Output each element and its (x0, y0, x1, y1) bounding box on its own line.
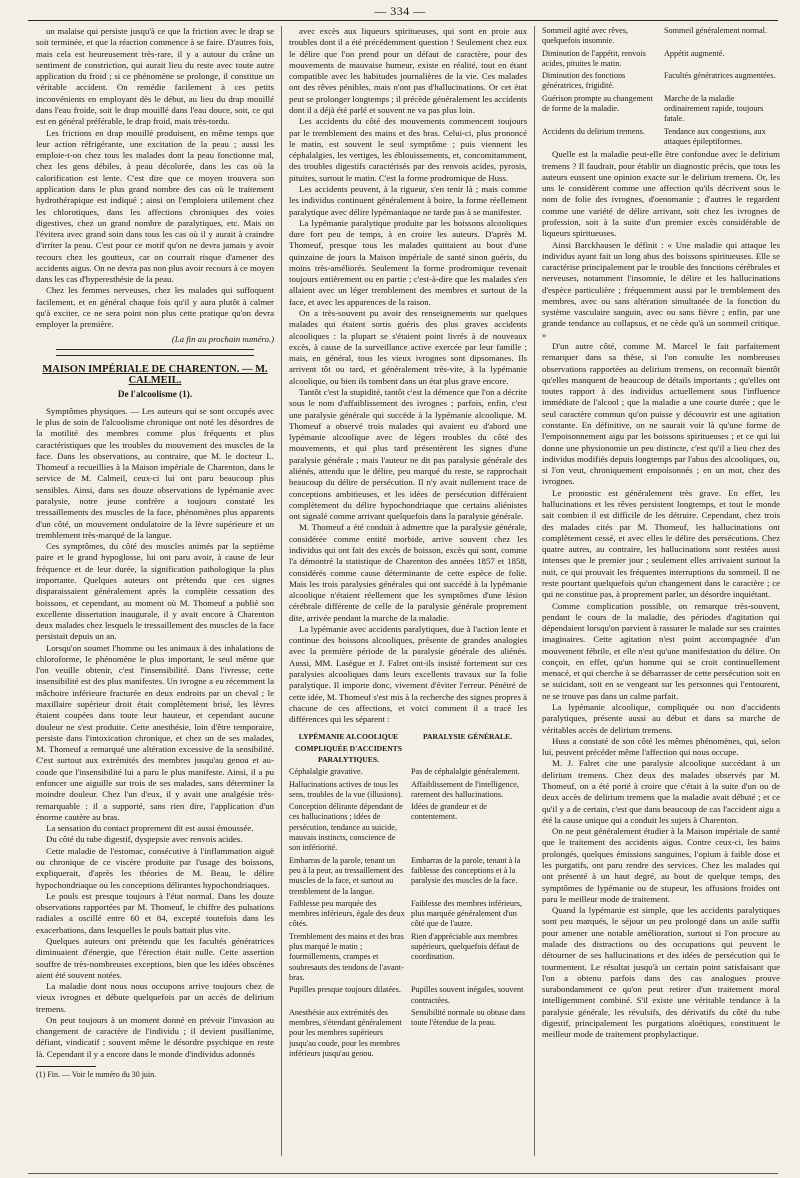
paragraph: On ne peut généralement étudier à la Maison impériale de santé que le traitement des accidents aigus. Contre ceux-ci, les bains prolongés, quelques émissions sanguines, l'opium à faible dose et les purgatifs, ont paru rendre des services. Chez les malades qui ont présenté à un haut degré, au bout de quelque temps, des symptômes de lypémanie ou de stupeur, les affusions froides ont paru le meilleur mode de traitement. (542, 826, 780, 904)
table-cell-right: Sensibilité normale ou obtuse dans toute l'étendue de la peau. (411, 1007, 526, 1028)
table-row (289, 899, 527, 930)
paragraph: Le pronostic est généralement très grave. En effet, les hallucinations et les rêves persistent longtemps, et tout le monde sait combien il est difficile de les détruire. Cependant, chez trois des malades cités par M. Thomeuf, les hallucinations ont complètement cessé, et avec elles le délire des persécutions. Chez quatre autres, au contraire, les hallucinations sont restées aussi intenses que le premier jour ; seulement elles arrivaient surtout la nuit, ce qui prouvait les fréquentes interruptions du sommeil. Il ne reste pourtant quelquefois qu'un changement dans le caractère ; ce qui ne constitue pas, à proprement parler, un désordre inquiétant. (542, 487, 780, 600)
paragraph: Comme complication possible, on remarque très-souvent, pendant le cours de la maladie, des périodes d'agitation qui dépendaient lorsqu'on parvient à rassurer le malade sur ses craintes imaginaires. Cette agitation n'est point accompagnée d'un mouvement fébrile, et elle n'est qu'une manifestation du délire. On conçoit, en effet, qu'un homme qui se croit continuellement menacé, et qui cherche à se débarrasser de cette persécution soit en se suicidant, soit en se vengeant sur les personnes qui l'entourent, ne se trouve pas dans un calme parfait. (542, 600, 780, 701)
table-row (289, 802, 527, 853)
paragraph: Lorsqu'on soumet l'homme ou les animaux à des inhalations de chloroforme, le phénomène le plus important, le seul même que l'on veuille obtenir, c'est l'insensibilité. Dans l'ivresse, cette insensibilité est des plus manifestes. Un ivrogne a eu récemment la mâchoire inférieure fracturée en deux endroits par un cheval ; le maxillaire supérieur droit était complètement brisé, les lèvres étaient coupées dans toute leur hauteur, et cependant aucune douleur ne s'est produite. Cette anesthésie, loin d'être temporaire, persiste dans l'intoxication chronique, et chez un de ses malades, M. Thomeuf a remarqué une altération excessive de la sensibilité. C'est surtout aux extrémités des membres jusqu'au genou et au-coude que l'insensibilité lui a paru le plus manifeste. Ainsi, il a pu enfoncer une aiguille sur trois de ses malades, sans déterminer la moindre douleur. Chez l'un d'eux, il y avait une analgésie très-remarquable : il a supporté, sans rien dire, l'application d'un énorme cautère au bras. (36, 642, 274, 822)
table-cell-left: Guérison prompte au changement de forme de la maladie. (542, 93, 653, 114)
paragraph: La lypémanie avec accidents paralytiques, due à l'action lente et continue des boissons alcooliques, présente de grandes analogies avec la première période de la paralysie générale des aliénés. Aussi, MM. Lasègue et J. Falret ont-ils insisté fortement sur ces paralysies alcooliques dans leurs excellents travaux sur la folie paralytique. Il importe donc, vivement d'éviter l'erreur. Pénétré de cette idée, M. Thomeuf s'est mis à la recherche des signes propres à chacune de ces affections, et voici comment il a tracé les différences qui les séparent : (289, 623, 527, 725)
table-cell-left: Sommeil agité avec rêves, quelquefois insomnie. (542, 26, 628, 46)
table-cell-left: Embarras de la parole, tenant un peu à la peur, au tressaillement des muscles de la face, et surtout au tremblement de la langue. (289, 855, 404, 896)
paragraph: Les accidents peuvent, à la rigueur, s'en tenir là ; mais comme les individus continuent généralement à boire, la forme réellement paralytique avec délire lypémaniaque ne tarde pas à se manifester. (289, 183, 527, 217)
paragraph: Symptômes physiques. — Les auteurs qui se sont occupés avec le plus de soin de l'alcoolisme chronique ont noté les désordres de la motilité des membres comme plus fréquents et plus caractéristiques que les troubles du mouvement des muscles de la face. Dans les observations, au contraire, que M. le docteur L. Thomeuf a recueillies à la Maison impériale de Charenton, dans le service de M. Calmeil, ceux-ci lui ont paru beaucoup plus sensibles. Ainsi, dans ses douze observations de lypémanie avec paralysie, notre jeune confrère a toujours constaté les tressaillements des muscles de la face, phénomènes plus apparents d'un côté, un mouvement ondulatoire de la lèvre supérieure et un tremblement très-marqué de la langue. (36, 405, 274, 540)
col3-text (542, 149, 780, 1040)
paragraph: La lypémanie paralytique produite par les boissons alcooliques dure fort peu de temps, à en croire les auteurs. D'après M. Thomeuf, presque tous les malades quittaient au bout d'une quinzaine de jours la Maison impériale de santé sinon guéris, du moins très-améliorés. Seulement la forme prodromique revenait toujours entièrement ou en partie ; c'est-à-dire que les malades s'en allaient avec un léger tremblement des membres et surtout de la face, et avec les apparences de la raison. (289, 217, 527, 307)
table-cell-right: Marche de la maladie ordinairement rapide, toujours fatale. (664, 93, 764, 124)
paragraph: La lypémanie alcoolique, compliquée ou non d'accidents paralytiques, présente aussi au début et dans sa marche de véritables accès de delirium tremens. (542, 702, 780, 735)
comparison-table-continued (542, 26, 780, 147)
paragraph: Quelques auteurs ont prétendu que les facultés génératrices diminuaient d'énergie, que l'érection était nulle. Cette assertion souffre de très-nombreuses exceptions, bien que les idées obscènes aient été souvent notées. (36, 935, 274, 980)
column-rule (534, 26, 535, 1156)
table-cell-right: Embarras de la parole, tenant à la faiblesse des conceptions et à la paralysie des muscles de la face. (411, 855, 521, 886)
table-cell-left: Anesthésie aux extrémités des membres, s'étendant généralement pour les membres supérieurs jusqu'au coude, pour les membres inférieurs jusqu'au genou. (289, 1007, 402, 1058)
header-rule (28, 20, 778, 21)
paragraph: On a très-souvent pu avoir des renseignements sur quelques malades qui étaient sortis guéris des plus graves accidents alcooliques : la plupart se s'étaient point livrés à de nouveaux excès, à cause de la surveillance active exercée par leur famille ; mais, en général, tous les vieux ivrognes sont dipsomanes. Ils arrivent tôt ou tard, et généralement très-vite, à la lypémanie alcoolique, ou bien ils tombent dans un état plus grave encore. (289, 308, 527, 386)
paragraph: Cette maladie de l'estomac, consécutive à l'inflammation aiguë ou chronique de ce viscère produite par l'usage des boissons, expliquerait, d'après les théories de M. Beau, le délire hypochondriaque ou les conceptions délirantes hypochondriaques. (36, 845, 274, 890)
table-row (289, 1008, 527, 1059)
comparison-table-header (289, 731, 527, 765)
paragraph: Chez les femmes nerveuses, chez les malades qui suffoquent facilement, et en général chaque fois qu'il y aura plutôt à calmer qu'à exciter, ce ne sera point non plus cette pratique qu'on devra employer la première. (36, 285, 274, 330)
paragraph: Du côté du tube digestif, dyspepsie avec renvois acides. (46, 834, 243, 845)
paragraph: D'un autre côté, comme M. Marcel le fait parfaitement remarquer dans sa thèse, si l'on consulte les nombreuses observations rapportées au delirium tremens, on reconnaît bientôt qu'elles manquent de beaucoup de détails importants ; qu'elles ont toutes rapport à des individus actuellement sous l'influence immédiate de l'alcool ; que la maladie a une courte durée ; que le seul caractère commun qu'on puisse y découvrir est une agitation constante. En définitive, on ne saurait voir là qu'une forme de l'empoisonnement aigu par les boissons spiritueuses ; et ce qui lui donne une physionomie un peu distincte, c'est qu'il a lieu chez des individus modifiés depuis longtemps par l'abus des alcooliques, ou, si l'on veut, chroniquement empoisonnés ; en un mot, chez des ivrognes. (542, 341, 780, 487)
footnote-rule (36, 1066, 96, 1067)
article-continuation-note: (La fin au prochain numéro.) (171, 333, 274, 344)
table-cell-left: Hallucinations actives de tous les sens, troubles de la vue (illusions). (289, 779, 403, 799)
column-right (542, 26, 780, 1166)
table-cell-right: Pupilles souvent inégales, souvent contractées. (411, 985, 524, 1005)
table-row (289, 856, 527, 897)
paragraph: avec excès aux liqueurs spiritueuses, qui sont en proie aux troubles dont il a été précédemment question ! Seulement chez eux le délire que l'on prend pour un défaut de caractère, pour des mouvements de mauvaise humeur, existe en réalité, tout en étant compatible avec les habitudes journalières de la vie. Ces malades ont des rêves pénibles, mais n'ont pas d'hallucinations. Or cet état peut se prolonger longtemps ; il précède généralement les accidents dont il a déjà été parlé et souvent ne va pas plus loin. (289, 26, 527, 115)
table-row (542, 94, 780, 125)
column-middle (289, 26, 527, 1166)
table-cell-left: Conception délirante dépendant de ces hallucinations ; idées de persécution, tendance au suicide, mauvais instincts, conscience de son infériorité. (289, 802, 403, 853)
paragraph: Ainsi Barckhausen le définit : « Une maladie qui attaque les individus ayant fait un long abus des boissons spiritueuses. Elle se caractérise principalement par le trouble des fonctions cérébrales et nerveuses, notamment l'insomnie, le délire et les hallucinations d'espèce particulière ; fréquemment aussi par le tremblement des membres, avec ou sans altération simultanée de la fonction du système vasculaire sanguin, avec ou sans fièvre ; enfin, par une grande tendance au collapsus, et ne cède qu'à un sommeil critique. » (542, 239, 780, 340)
table-cell-right: Pas de céphalalgie généralement. (411, 767, 520, 777)
table-row (289, 985, 527, 1006)
paragraph: Quelle est la maladie peut-elle être confondue avec le delirium tremens ? Il faudrait, pour établir un diagnostic précis, que tous les auteurs eussent une opinion exacte sur le delirium tremens. Or, les uns le considèrent comme une affection qu'ils décrivent sous le nom de folie des ivrognes, d'oenomanie ; d'autres le regardent comme une variété de délire arrivant, soit chez les ivrognes de profession, soit à la suite d'un premier excès considérable de liqueurs spiritueuses. (542, 149, 780, 239)
table-row (542, 26, 780, 47)
table-cell-right: Faiblesse des membres inférieurs, plus marquée généralement d'un côté que de l'autre. (411, 898, 522, 929)
column-left (36, 26, 274, 1166)
ornamental-divider (56, 349, 254, 356)
table-row (289, 780, 527, 801)
paragraph: La sensation du contact proprement dit est aussi émoussée. (46, 823, 254, 834)
paragraph: Ces symptômes, du côté des muscles animés par la septième paire et le grand hypoglosse, lui ont paru avoir, à cause de leur fréquence et de leur durée, la signification pathologique la plus importante. Quelques auteurs ont prétendu que ces signes disparaissaient généralement après la complète cessation des boissons, et cependant, au moment où M. Thomeuf a publié son excellente dissertation inaugurale, il y avait encore à Charenton deux malades chez lesquels le tressaillement des muscles de la face persistait depuis un an. (36, 541, 274, 642)
col1-text-2 (36, 406, 274, 1060)
footer-rule (28, 1173, 778, 1174)
paragraph: M. Thomeuf a été conduit à admettre que la paralysie générale, considérée comme entité morbide, arrive souvent chez les individus qui ont fait des excès de boisson, excès qui sont, comme l'a démontré la statistique de Charenton des années 1857 et 1858, considérés comme cause déterminante de cette espèce de folie. Mais les trois paralysies générales qui ont succédé à la lypémanie alcoolique n'étaient réellement que les symptômes d'une lésion cérébrale différente de celle de la paralysie générale proprement dite, arrivée pendant la marche de la maladie. (289, 522, 527, 623)
col1-text (36, 26, 274, 331)
table-row (289, 932, 527, 983)
table-cell-right: Tendance aux congestions, aux attaques épileptiformes. (664, 126, 766, 146)
article-subtitle: De l'alcoolisme (1). (117, 389, 193, 400)
footnote: (1) Fin. — Voir le numéro du 30 juin. (36, 1070, 157, 1080)
paragraph: M. J. Falret cite une paralysie alcoolique succédant à un delirium tremens. Chez deux des malades observés par M. Thomeuf, on a été porté à croire que c'était à la suite d'un ou de deux accès de delirium tremens que la maladie avait débuté ; et ce qu'il y a de certain, c'est que dans beaucoup de cas l'accident aigu a été la cause unique qui a conduit les sujets à Charenton. (542, 758, 780, 825)
table-cell-left: Faiblesse peu marquée des membres inférieurs, égale des deux côtés. (289, 898, 405, 929)
table-cell-right: Sommeil généralement normal. (664, 26, 767, 35)
table-cell-right: Rien d'appréciable aux membres supérieurs, quelquefois défaut de coordination. (411, 931, 520, 962)
paragraph: Quand la lypémanie est simple, que les accidents paralytiques sont peu marqués, le séjour un peu prolongé dans un asile suffit pour amener une notable amélioration, surtout si l'on procure au malade des distractions ou des occupations qui peuvent le détourner de ses hallucinations et des idées de persécution qui le tourmentent. Le résultat jusqu'à un certain point satisfaisant que l'on a obtenu parfois dans des cas analogues prouve surabondamment ce qu'on peut retirer d'un traitement moral intelligemment combiné. S'il existe une véritable tendance à la paralysie générale, les révulsifs, des dérivatifs du côté du tube digestif, principalement les purgations aloétiques, constituent le meilleur mode de traitement prophylactique. (542, 905, 780, 1040)
page-number: — 334 — (374, 4, 426, 18)
section-title: MAISON IMPÉRIALE DE CHARENTON. — M. CALMEIL. (42, 363, 268, 387)
table-cell-left: Diminution des fonctions génératrices, frigidité. (542, 71, 626, 91)
paragraph: Tantôt c'est la stupidité, tantôt c'est la démence que l'on a décrite sous le nom d'affaiblissement des ivrognes ; parfois, enfin, c'est une paralysie générale qui succède à la lypémanie alcoolique. M. Thomeuf a observé trois malades qui avaient eu d'abord une lypémanie alcoolique avec de légers troubles du côté des mouvements, et qui plus tard présentèrent les signes d'une paralysie générale ; mais l'auteur ne dit pas paralysie générale des aliénés, attendu que le délire, peu marqué du reste, se rapprochait beaucoup du délire de persécution. Il n'y avait nullement trace de conceptions ambitieuses, et les idées de persécution différaient complètement du délire hypochondriaque que certains aliénistes ont signalé comme arrivant quelquefois dans la paralysie générale. (289, 387, 527, 522)
comparison-table (289, 767, 527, 1059)
table-cell-right: Appétit augmenté. (664, 48, 725, 58)
table-row (289, 767, 527, 777)
paragraph: un malaise qui persiste jusqu'à ce que la friction avec le drap se soit terminée, et que la réaction commence à se faire. D'autres fois, mais cela est heureusement très-rare, il y a autour du crâne un sentiment de constriction, qui aurait lieu du reste avec toute autre application du froid ; si ce phénomène se prolonge, il constitue un véritable accident. On remédie facilement à ces petits inconvénients en employant dès le début, au lieu du drap mouillé dans l'eau froide, soit le drap mouillé dans l'eau douce, soit, ce qui est en général préférable, le drap froid, mais très-tordu. (36, 26, 274, 127)
table-cell-right: Facultés génératrices augmentées. (664, 71, 776, 81)
table-cell-right: Idées de grandeur et de contentement. (411, 802, 487, 822)
table-cell-left: Céphalalgie gravative. (289, 767, 363, 777)
table-cell-left: Pupilles presque toujours dilatées. (289, 985, 401, 995)
paragraph: Huss a constaté de son côté les mêmes phénomènes, qui, selon lui, peuvent précéder même l'affection qui nous occupe. (542, 735, 780, 758)
table-header-right: PARALYSIE GÉNÉRALE. (422, 732, 513, 742)
paragraph: On peut toujours à un moment donné en prévoir l'invasion au changement de caractère de l'individu ; il devient pusillanime, défiant, vindicatif ; souvent même le désordre psychique en reste là. Cependant il y a encore dans le monde d'individus adonnés (36, 1014, 274, 1059)
table-cell-left: Tremblement des mains et des bras plus marqué le matin ; fourmillements, crampes et soubresauts des tendons de l'avant-bras. (289, 931, 404, 982)
paragraph: Les frictions en drap mouillé produisent, en même temps que leur action réfrigérante, une excitation de la peau ; aussi les emploie-t-on chez tous les malades dont la peau fonctionne mal, chez les gens débiles, à peau décolorée, dans les cas où la calorification est lente. C'est dire que ce moyen trouvera son application dans le plus grand nombre des cas où le traitement hydrothérapique est indiqué ; ainsi on l'emploiera utilement chez les chlorotiques, dans les affections chroniques des voies digestives, chez un grand nombre de paralytiques, etc. Mais on l'évitera avec grand soin dans tous les cas où il y aurait à craindre d'irriter la peau. C'est pour ce motif qu'on ne devra jamais y avoir recours chez les goutteux, car on courrait risque d'amener des accidents aigus. On ne devra pas non plus avoir recours à ce moyen dans les cas d'hyperesthésie de la peau. (36, 127, 274, 285)
table-cell-left: Accidents du delirium tremens. (542, 126, 645, 136)
table-cell-left: Diminution de l'appétit, renvois acides, pituites le matin. (542, 48, 646, 68)
paragraph: La maladie dont nous nous occupons arrive toujours chez de vieux ivrognes et débute quelquefois par un accès de delirium tremens. (36, 981, 274, 1014)
paragraph: Les accidents du côté des mouvements commencent toujours par le tremblement des mains et des bras. Celui-ci, plus prononcé le matin, est souvent le seul symptôme ; puis viennent les céphalalgies, les vertiges, les éblouissements, et, concomitamment, des troubles digestifs caractérisés par des renvois acides, pyrosis, pituites, surtout le matin. C'est la forme prodromique de Huss. (289, 116, 527, 183)
paragraph: Le pouls est presque toujours à l'état normal. Dans les douze observations rapportées par M. Thomeuf, le chiffre des pulsations radiales a oscillé entre 60 et 84, excepté toutefois dans les exacerbations, dans lesquelles le pouls battait plus vite. (36, 890, 274, 935)
table-row (542, 71, 780, 92)
table-header-left: LYPÉMANIE ALCOOLIQUE COMPLIQUÉE D'ACCIDENTS PARALYTIQUES. (295, 732, 402, 764)
table-row (542, 49, 780, 70)
column-rule (281, 26, 282, 1156)
table-cell-right: Affaiblissement de l'intelligence, rarement des hallucinations. (411, 779, 519, 799)
table-row (542, 127, 780, 148)
